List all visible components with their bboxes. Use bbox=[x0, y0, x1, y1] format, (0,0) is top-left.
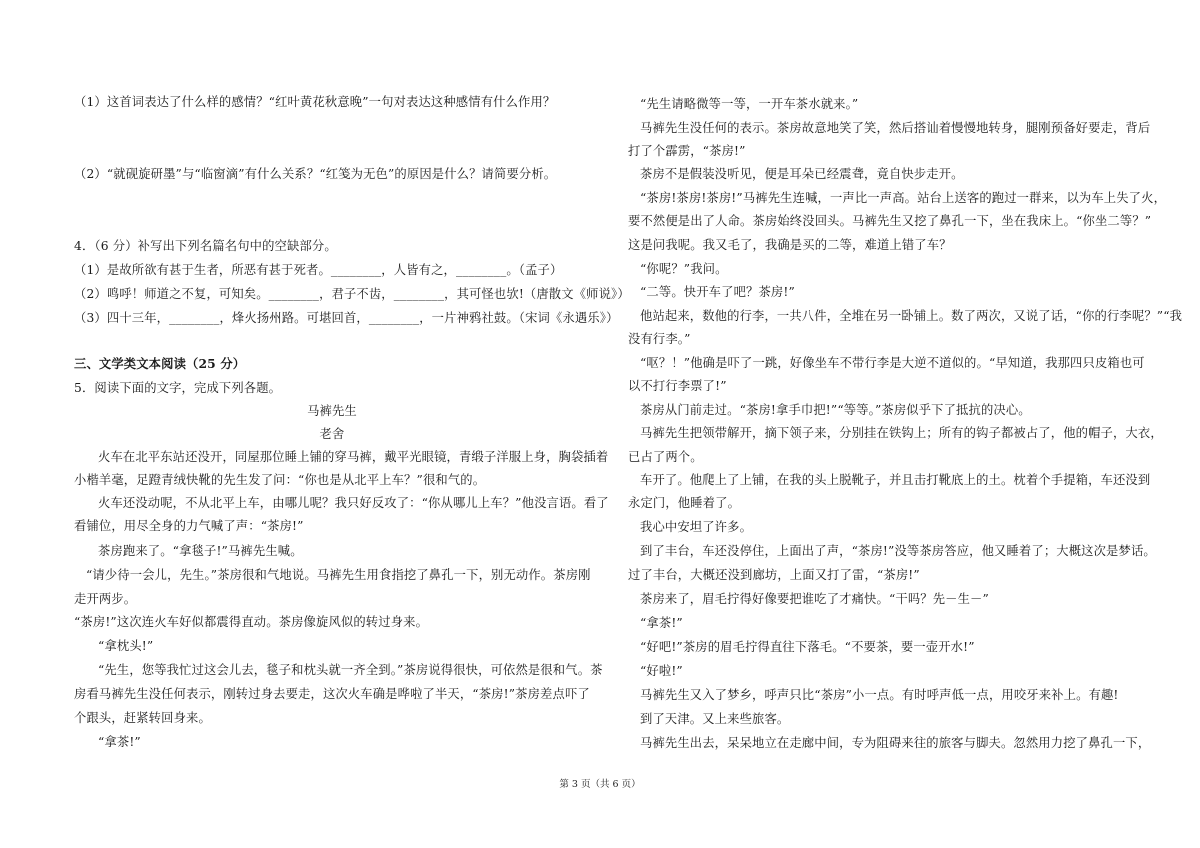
paragraph-line: “茶房!茶房!茶房!”马裤先生连喊，一声比一声高。站台上送客的跑过一群来，以为车上失了火， bbox=[640, 191, 1167, 205]
paragraph-line: “好啦!” bbox=[640, 664, 683, 678]
paragraph-line: 马裤先生没任何的表示。茶房故意地笑了笑，然后搭讪着慢慢地转身，腿刚预备好要走，背后 bbox=[640, 121, 1151, 135]
paragraph-line: 到了丰台，车还没停住，上面出了声，“茶房!”没等茶房答应，他又睡着了；大概这次是梦话。 bbox=[640, 544, 1156, 558]
paragraph-line: 车开了。他爬上了上铺，在我的头上脱靴子，并且击打靴底上的土。枕着个手提箱，车还没到 bbox=[640, 473, 1151, 487]
paragraph-line: 这是问我呢。我又毛了，我确是买的二等，难道上错了车？ bbox=[628, 238, 952, 252]
paragraph-line: 走开两步。 bbox=[74, 592, 137, 606]
paragraph-line: 过了丰台，大概还没到廊坊，上面又打了雷，“茶房!” bbox=[628, 568, 920, 582]
paragraph-line: “呕？！”他确是吓了一跳，好像坐车不带行李是大逆不道似的。“早知道，我那四只皮箱也可 bbox=[640, 356, 1145, 370]
paragraph-line: “好吧!”茶房的眉毛拧得直往下落毛。“不要茶，要一壶开水!” bbox=[640, 640, 975, 654]
paragraph-line: 马裤先生出去，呆呆地立在走廊中间，专为阻碍来往的旅客与脚夫。忽然用力挖了鼻孔一下， bbox=[640, 736, 1151, 750]
paragraph-line: 到了天津。又上来些旅客。 bbox=[640, 712, 790, 726]
paragraph-line: “拿茶!” bbox=[98, 735, 141, 749]
section-heading: 三、文学类文本阅读（25 分） bbox=[74, 356, 246, 371]
article-author: 老舍 bbox=[319, 427, 345, 441]
paragraph-line: 永定门，他睡着了。 bbox=[628, 496, 741, 510]
paragraph-line: 茶房跑来了。“拿毯子!”马裤先生喊。 bbox=[98, 544, 303, 558]
paragraph-line: “你呢？”我问。 bbox=[640, 262, 728, 276]
paragraph-line: 没有行李。” bbox=[628, 332, 691, 346]
paragraph-line: 马裤先生把领带解开，摘下领子来，分别挂在铁钩上；所有的钩子都被占了，他的帽子，大衣， bbox=[640, 426, 1163, 440]
paragraph-line: 打了个霹雳，“茶房!” bbox=[628, 144, 746, 158]
page-footer: 第 3 页（共 6 页） bbox=[559, 779, 641, 790]
paragraph-line: “先生，您等我忙过这会儿去，毯子和枕头就一齐全到。”茶房说得很快，可依然是很和气。茶 bbox=[98, 663, 603, 677]
question-4-heading: 4．（6 分）补写出下列名篇名句中的空缺部分。 bbox=[74, 239, 337, 253]
question-4-item-1: （1）是故所欲有甚于生者，所恶有甚于死者。________，人皆有之，________。（孟子） bbox=[74, 263, 563, 277]
paragraph-line: 要不然便是出了人命。茶房始终没回头。马裤先生又挖了鼻孔一下，坐在我床上。“你坐二等？” bbox=[628, 214, 1152, 228]
paragraph-line: 我心中安坦了许多。 bbox=[640, 520, 753, 534]
paragraph-line: “拿茶!” bbox=[640, 616, 683, 630]
paragraph-line: 马裤先生又入了梦乡，呼声只比“茶房”小一点。有时呼声低一点，用咬牙来补上。有趣! bbox=[640, 688, 1119, 702]
paragraph-line: “先生请略微等一等，一开车茶水就来。” bbox=[640, 97, 859, 111]
paragraph-line: 房看马裤先生没任何表示，刚转过身去要走，这次火车确是哗啦了半天，“茶房!”茶房差点吓了 bbox=[74, 687, 590, 701]
paragraph-line: “拿枕头!” bbox=[98, 639, 154, 653]
paragraph-line: 火车还没动呢，不从北平上车，由哪儿呢？我只好反攻了：“你从哪儿上车？”他没言语。看了 bbox=[98, 496, 609, 510]
paragraph-line: 以不打行李票了!” bbox=[628, 379, 727, 393]
paragraph-line: “二等。快开车了吧？茶房!” bbox=[640, 285, 795, 299]
article-title: 马裤先生 bbox=[307, 404, 357, 418]
paragraph-line: 茶房从门前走过。“茶房!拿手巾把!”“等等。”茶房似乎下了抵抗的决心。 bbox=[640, 403, 1031, 417]
paragraph-line: 已占了两个。 bbox=[628, 450, 703, 464]
paragraph-line: 茶房不是假装没听见，便是耳朵已经震聋，竟自快步走开。 bbox=[640, 167, 964, 181]
paragraph-line: 个跟头，赶紧转回身来。 bbox=[74, 711, 211, 725]
question-2: （2）“就砚旋研墨”与“临窗滴”有什么关系？“红笺为无色”的原因是什么？请简要分析。 bbox=[74, 167, 557, 181]
question-1: （1）这首词表达了什么样的感情？“红叶黄花秋意晚”一句对表达这种感情有什么作用？ bbox=[74, 95, 556, 109]
paragraph-line: 他站起来，数他的行李，一共八件，全堆在另一卧铺上。数了两次，又说了话，“你的行李呢？”“我 bbox=[640, 309, 1183, 323]
paragraph-line: 看铺位，用尽全身的力气喊了声：“茶房!” bbox=[74, 519, 304, 533]
question-5-heading: 5．阅读下面的文字，完成下列各题。 bbox=[74, 381, 282, 395]
paragraph-line: 火车在北平东站还没开，同屋那位睡上铺的穿马裤，戴平光眼镜，青缎子洋服上身，胸袋插着 bbox=[98, 450, 609, 464]
paragraph-line: “请少待一会儿，先生。”茶房很和气地说。马裤先生用食指挖了鼻孔一下，别无动作。茶房刚 bbox=[86, 568, 591, 582]
paragraph-line: 茶房来了，眉毛拧得好像要把谁吃了才痛快。“干吗？先－生－” bbox=[640, 592, 989, 606]
question-4-item-3: （3）四十三年，________，烽火扬州路。可堪回首，________，一片神鸦社鼓。（宋词《永遇乐》） bbox=[74, 311, 619, 325]
paragraph-line: 小楷羊毫，足蹬青绒快靴的先生发了问：“你也是从北平上车？”很和气的。 bbox=[74, 473, 486, 487]
question-4-item-2: （2）鸣呼！师道之不复，可知矣。________，君子不齿，________，其可怪也欤!（唐散文《师说》） bbox=[74, 287, 630, 301]
paragraph-line: “茶房!”这次连火车好似都震得直动。茶房像旋风似的转过身来。 bbox=[74, 615, 429, 629]
